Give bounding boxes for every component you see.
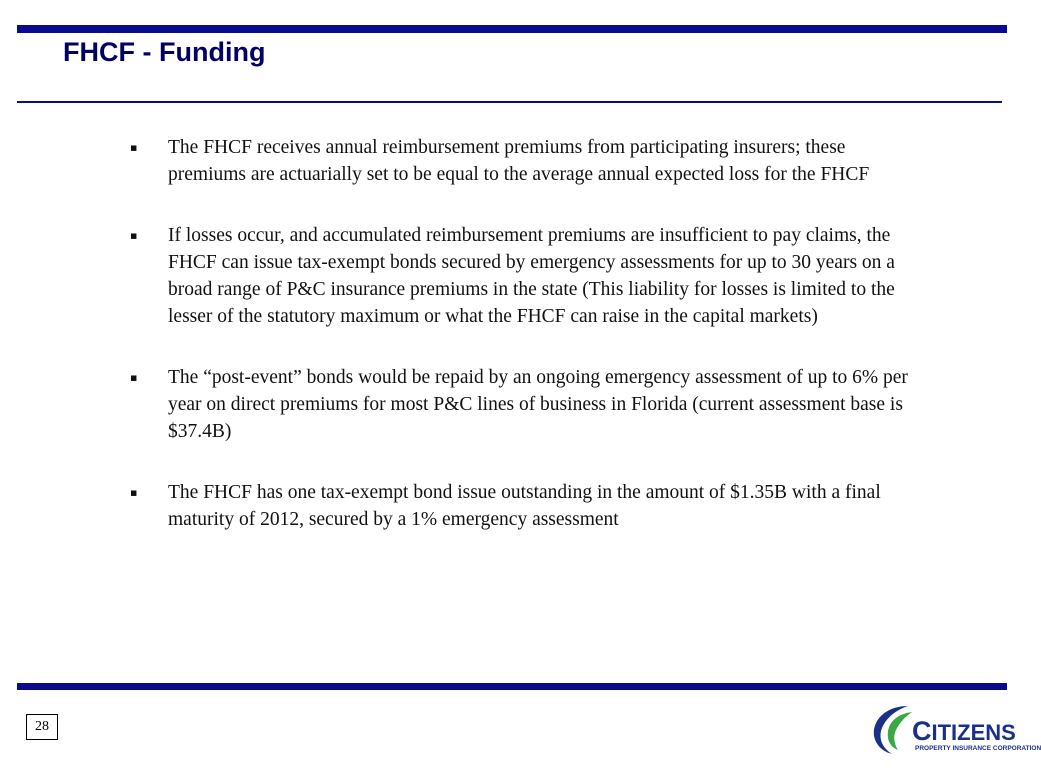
- bullet-list: [128, 134, 928, 567]
- square-bullet-icon: ▪: [130, 486, 138, 499]
- square-bullet-icon: ▪: [130, 371, 138, 384]
- logo-wordmark: [912, 716, 1016, 747]
- bullet-item: [128, 479, 928, 533]
- bullet-text: The FHCF receives annual reimbursement premiums from participating insurers; these premiums are actuarially set to be equal to the average annual expected loss for the FHCF: [168, 137, 870, 185]
- page-number: 28: [26, 714, 58, 740]
- bottom-rule: [17, 683, 1007, 690]
- title-underline: [17, 101, 1002, 103]
- bullet-item: [128, 134, 928, 188]
- logo-subtitle: PROPERTY INSURANCE CORPORATION: [915, 745, 1041, 752]
- bullet-text: If losses occur, and accumulated reimbursement premiums are insufficient to pay claims, the FHCF can issue tax-exempt bonds secured by emergency assessments for up to 30 years on a broad range of P&C insurance premiums in the state (This liability for losses is limited to the lesser of the statutory maximum or what the FHCF can raise in the capital markets): [168, 225, 895, 327]
- bullet-item: [128, 222, 928, 330]
- logo-rest: ITIZENS: [931, 720, 1016, 745]
- bullet-item: [128, 364, 928, 445]
- logo-initial: C: [912, 716, 932, 746]
- square-bullet-icon: ▪: [130, 229, 138, 242]
- slide-title: FHCF - Funding: [63, 37, 266, 67]
- bullet-text: The “post-event” bonds would be repaid by an ongoing emergency assessment of up to 6% per year on direct premiums for most P&C lines of business in Florida (current assessment base is $37.4B): [168, 367, 908, 442]
- square-bullet-icon: ▪: [130, 141, 138, 154]
- top-rule: [17, 25, 1007, 33]
- citizens-logo: [868, 700, 1041, 758]
- bullet-text: The FHCF has one tax-exempt bond issue outstanding in the amount of $1.35B with a final maturity of 2012, secured by a 1% emergency assessment: [168, 482, 881, 530]
